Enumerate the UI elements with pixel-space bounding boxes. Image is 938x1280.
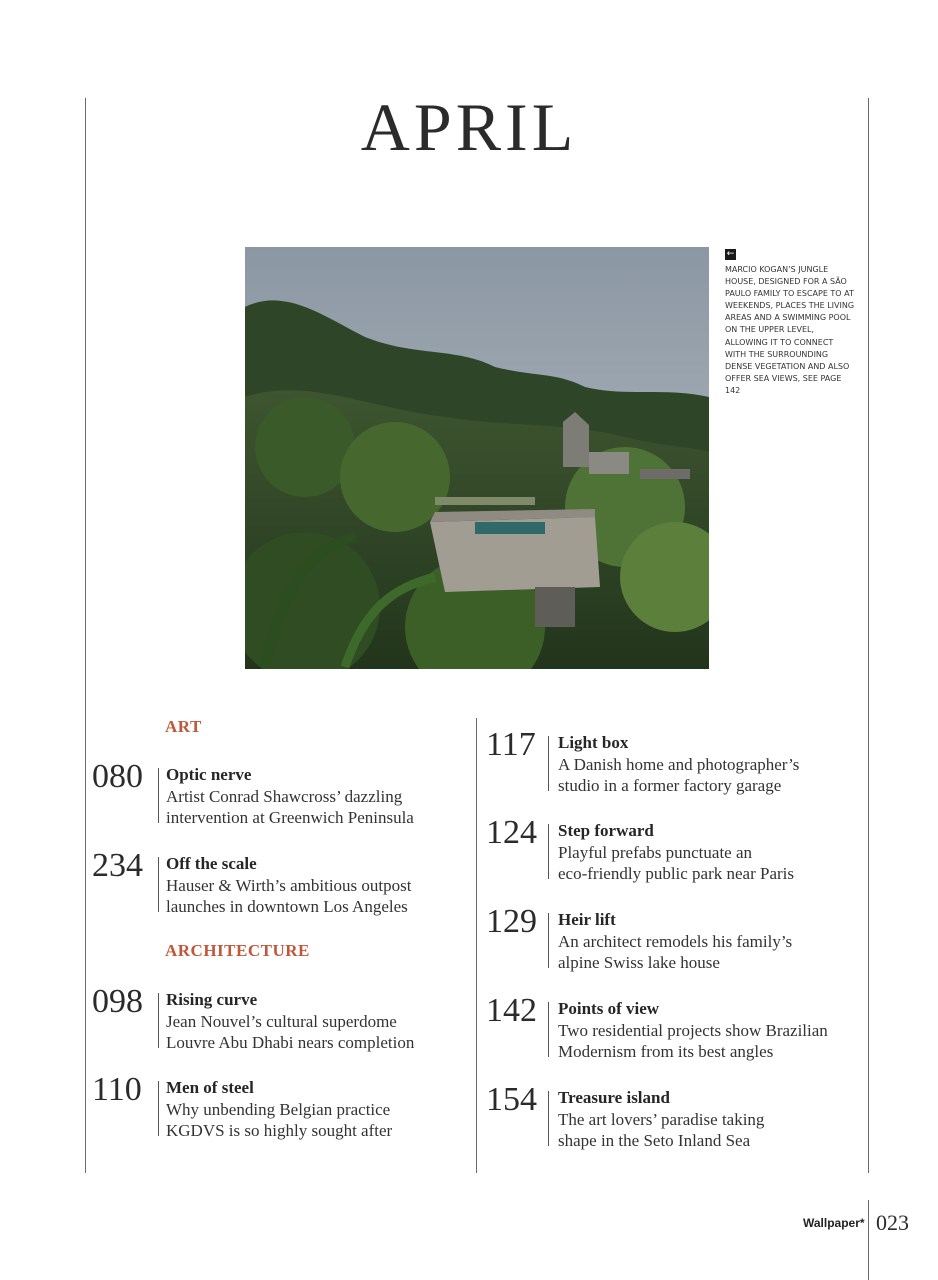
entry-summary-line: studio in a former factory garage [558,776,782,795]
photo-caption-text: MARCIO KOGAN’S JUNGLE HOUSE, DESIGNED FOR A SÃO PAULO FAMILY TO ESCAPE TO AT WEEKENDS, PLACES THE LIVING AREAS AND A SWIMMING POOL ON THE UPPER LEVEL, ALLOWING IT TO CONNECT WITH THE SURROUNDING DENSE VEGETATION AND ALSO OFFER SEA VIEWS, SEE PAGE 142 [725,265,855,395]
entry-page-number: 117 [486,726,536,763]
entry-headline: Off the scale [166,854,257,873]
entry-divider [548,1002,549,1057]
entry-summary-line: Modernism from its best angles [558,1042,774,1061]
entry-headline: Men of steel [166,1078,254,1097]
entry-summary-line: Louvre Abu Dhabi nears completion [166,1033,415,1052]
entry-summary-line: KGDVS is so highly sought after [166,1121,393,1140]
center-column-rule [476,718,477,1173]
entry-summary-line: Playful prefabs punctuate an [558,842,753,862]
entry-page-number: 080 [92,758,143,795]
entry-page-number: 154 [486,1081,537,1118]
entry-summary-line: Why unbending Belgian practice [166,1099,391,1119]
entry-summary-line: Jean Nouvel’s cultural superdome [166,1011,397,1031]
section-heading-architecture: ARCHITECTURE [165,941,310,960]
entry-headline: Heir lift [558,910,616,929]
entry-summary-line: Artist Conrad Shawcross’ dazzling [166,786,403,806]
entry-summary-line: intervention at Greenwich Peninsula [166,808,414,827]
section-heading-art: ART [165,717,202,736]
entry-summary-line: An architect remodels his family’s [558,931,793,951]
entry-divider [548,913,549,968]
entry-page-number: 124 [486,814,537,851]
entry-divider [548,824,549,879]
entry-summary-line: Hauser & Wirth’s ambitious outpost [166,875,412,895]
entry-summary-line: shape in the Seto Inland Sea [558,1131,751,1150]
entry-headline: Light box [558,733,629,752]
entry-headline: Rising curve [166,990,258,1009]
entry-page-number: 234 [92,847,143,884]
folio-rule [868,1200,869,1280]
entry-summary-line: A Danish home and photographer’s [558,754,800,774]
entry-headline: Treasure island [558,1088,670,1107]
photo-caption [725,248,855,397]
entry-summary-line: Two residential projects show Brazilian [558,1020,828,1040]
page-title: APRIL [360,89,578,165]
entry-summary-line: The art lovers’ paradise taking [558,1109,765,1129]
entry-headline: Optic nerve [166,765,252,784]
entry-divider [158,857,159,912]
entry-divider [158,1081,159,1136]
entry-divider [548,1091,549,1146]
entry-summary-line: alpine Swiss lake house [558,953,720,972]
entry-divider [548,736,549,791]
entry-divider [158,993,159,1048]
entry-page-number: 098 [92,983,143,1020]
page-number: 023 [876,1210,909,1235]
left-margin-rule [85,98,86,1173]
entry-page-number: 110 [92,1071,142,1108]
entry-divider [158,768,159,823]
jungle-house-photo [245,247,709,669]
entry-summary-line: launches in downtown Los Angeles [166,897,408,916]
entry-headline: Points of view [558,999,660,1018]
arrow-left-icon: ← [726,249,735,259]
right-margin-rule [868,98,869,1173]
brand-logo: Wallpaper* [803,1216,865,1230]
entry-summary-line: eco-friendly public park near Paris [558,864,795,883]
entry-page-number: 142 [486,992,537,1029]
entry-headline: Step forward [558,821,654,840]
entry-page-number: 129 [486,903,537,940]
